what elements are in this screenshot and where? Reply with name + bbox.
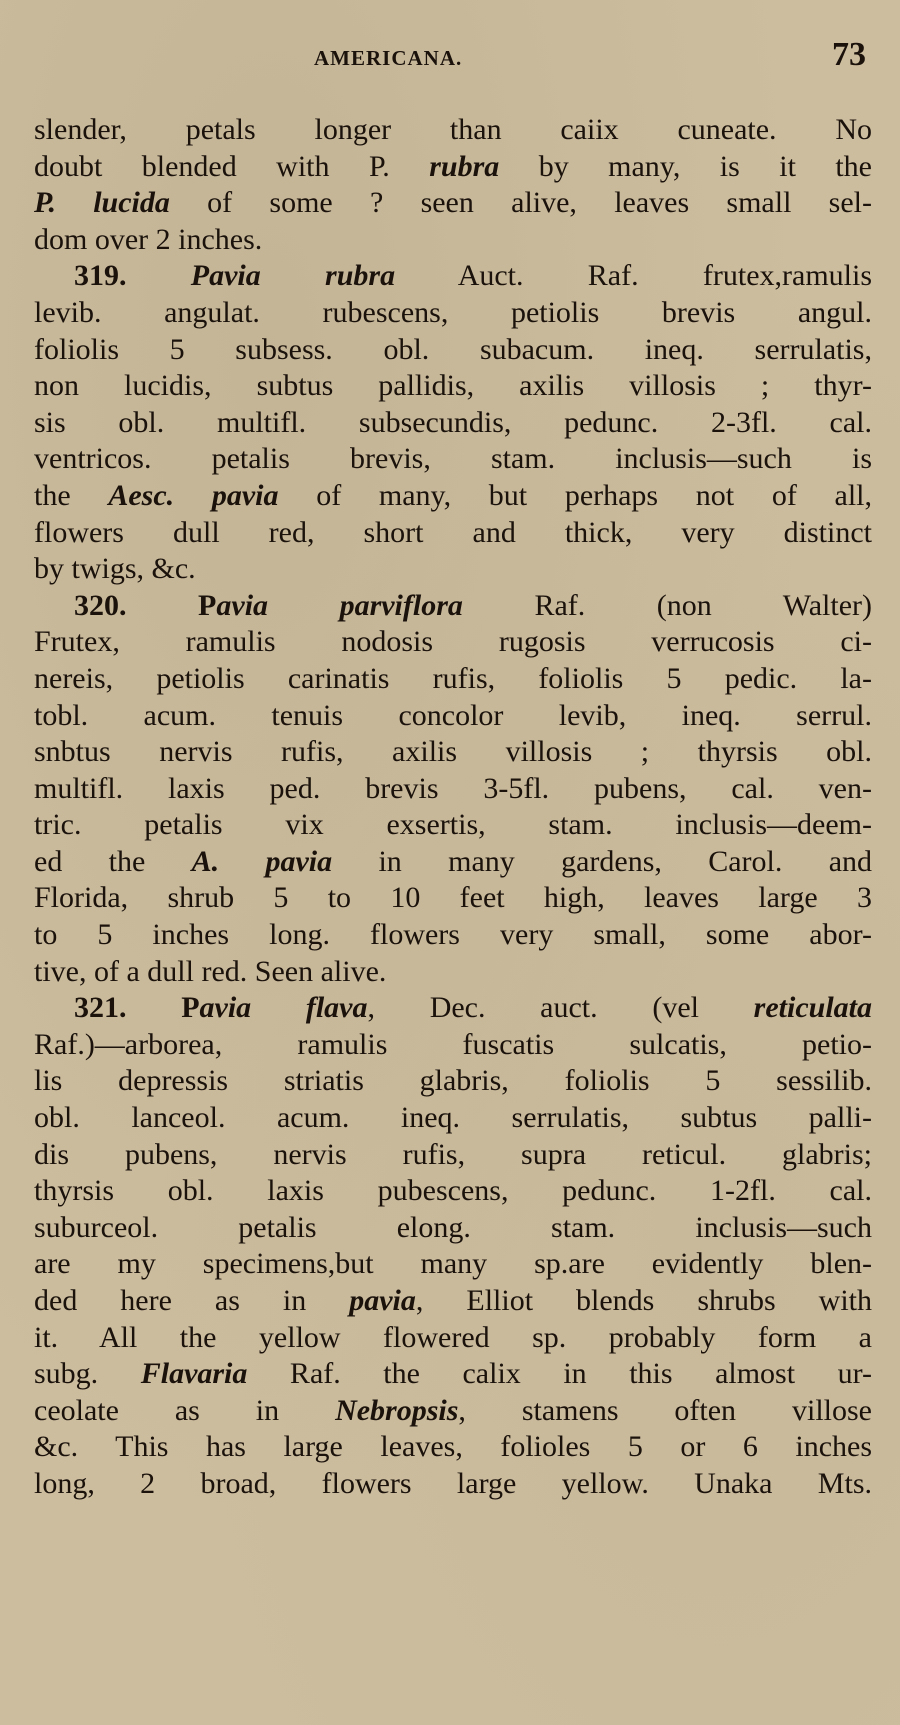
text-line	[34, 844, 872, 881]
text-segment: Raf.)—arborea, ramulis fuscatis sulcatis, petio-	[34, 1027, 872, 1061]
text-segment: of many, but perhaps not of all,	[278, 478, 872, 512]
text-line	[34, 295, 872, 332]
italic-text: rubra	[429, 149, 500, 183]
running-head-title: AMERICANA.	[314, 46, 463, 70]
text-line	[34, 1356, 872, 1393]
text-segment: thyrsis obl. laxis pubescens, pedunc. 1-2fl. cal.	[34, 1174, 872, 1208]
text-segment: to 5 inches long. flowers very small, some abor-	[34, 918, 872, 952]
text-line	[34, 917, 872, 954]
text-line	[34, 771, 872, 808]
text-segment: by many, is it the	[499, 149, 872, 183]
text-line	[34, 368, 872, 405]
text-line	[34, 624, 872, 661]
text-line	[34, 1100, 872, 1137]
italic-text: pavia	[349, 1284, 416, 1317]
text-segment: obl. lanceol. acum. ineq. serrulatis, subtus palli-	[34, 1101, 872, 1135]
text-segment: flowers dull red, short and thick, very distinct	[34, 515, 872, 549]
italic-text: avia parviflora	[216, 588, 463, 622]
italic-text: Aesc. pavia	[108, 478, 279, 512]
text-line	[34, 405, 872, 442]
text-line	[34, 1210, 872, 1247]
text-segment: ded here as in	[34, 1284, 350, 1317]
text-segment: tobl. acum. tenuis concolor levib, ineq. serrul.	[34, 698, 872, 732]
text-line	[34, 258, 872, 295]
text-segment: , Dec. auct. (vel	[367, 991, 754, 1025]
text-line	[34, 1393, 872, 1430]
text-segment: dom over 2 inches.	[34, 222, 263, 256]
text-line	[34, 698, 872, 735]
text-line	[34, 1063, 872, 1100]
text-segment: , Elliot blends shrubs with	[415, 1284, 872, 1317]
text-segment: the	[34, 478, 109, 512]
text-line	[34, 1466, 872, 1503]
text-segment: are my specimens,but many sp.are evidently blen-	[34, 1247, 872, 1281]
text-line	[34, 661, 872, 698]
text-segment: in many gardens, Carol. and	[332, 844, 872, 878]
text-line	[34, 1283, 872, 1320]
text-segment: subg.	[34, 1357, 141, 1391]
running-head	[0, 36, 900, 76]
text-segment: non lucidis, subtus pallidis, axilis villosis ; thyr-	[34, 369, 872, 403]
italic-text: avia flava	[199, 991, 368, 1025]
italic-text: Nebropsis	[335, 1393, 459, 1427]
text-segment: ventricos. petalis brevis, stam. inclusis—such is	[34, 442, 872, 476]
text-segment: Raf. (non Walter)	[462, 588, 872, 622]
text-segment: tric. petalis vix exsertis, stam. inclusis—deem-	[34, 808, 872, 842]
text-line	[34, 954, 872, 991]
text-segment: 319.	[74, 259, 191, 293]
text-line	[34, 149, 872, 186]
text-segment: levib. angulat. rubescens, petiolis brevis angul.	[34, 295, 872, 329]
text-line	[34, 1246, 872, 1283]
text-segment: multifl. laxis ped. brevis 3-5fl. pubens, cal. ven-	[34, 771, 872, 805]
italic-text: A. pavia	[191, 844, 333, 878]
text-segment: long, 2 broad, flowers large yellow. Unaka Mts.	[34, 1466, 872, 1500]
text-line	[34, 551, 872, 588]
italic-text: P. lucida	[34, 186, 170, 220]
text-segment: 321. P	[74, 991, 200, 1025]
text-segment: Auct. Raf. frutex,ramulis	[395, 259, 872, 293]
italic-text: reticulata	[753, 991, 872, 1025]
text-line	[34, 990, 872, 1027]
text-line	[34, 112, 872, 149]
text-segment: 320. P	[74, 588, 217, 622]
text-line	[34, 1173, 872, 1210]
text-segment: dis pubens, nervis rufis, supra reticul. glabris;	[34, 1137, 872, 1171]
text-segment: sis obl. multifl. subsecundis, pedunc. 2-3fl. cal.	[34, 405, 872, 439]
text-segment: &c. This has large leaves, folioles 5 or 6 inches	[34, 1430, 872, 1464]
text-line	[34, 734, 872, 771]
text-line	[34, 222, 872, 259]
text-line	[34, 1429, 872, 1466]
text-line	[34, 1027, 872, 1064]
text-segment: doubt blended with P.	[34, 149, 430, 183]
text-line	[34, 478, 872, 515]
page-number: 73	[832, 36, 866, 73]
text-line	[34, 515, 872, 552]
text-segment: ceolate as in	[34, 1393, 336, 1427]
text-line	[34, 588, 872, 625]
text-segment: , stamens often villose	[458, 1393, 872, 1427]
text-segment: nereis, petiolis carinatis rufis, foliolis 5 pedic. la-	[34, 661, 872, 695]
text-line	[34, 880, 872, 917]
text-segment: by twigs, &c.	[34, 552, 196, 586]
text-line	[34, 332, 872, 369]
text-segment: suburceol. petalis elong. stam. inclusis—such	[34, 1210, 872, 1244]
text-segment: of some ? seen alive, leaves small sel-	[169, 186, 872, 220]
text-segment: snbtus nervis rufis, axilis villosis ; thyrsis obl.	[34, 735, 872, 769]
text-segment: slender, petals longer than caiix cuneate. No	[34, 113, 872, 146]
text-segment: it. All the yellow flowered sp. probably form a	[34, 1320, 872, 1354]
text-segment: foliolis 5 subsess. obl. subacum. ineq. serrulatis,	[34, 332, 872, 366]
italic-text: Pavia rubra	[190, 259, 396, 293]
body-text	[34, 112, 872, 1503]
text-segment: ed the	[34, 844, 192, 878]
text-segment: Frutex, ramulis nodosis rugosis verrucosis ci-	[34, 625, 872, 659]
text-line	[34, 1320, 872, 1357]
text-line	[34, 1137, 872, 1174]
text-line	[34, 441, 872, 478]
text-segment: Florida, shrub 5 to 10 feet high, leaves large 3	[34, 881, 872, 915]
text-line	[34, 807, 872, 844]
text-segment: tive, of a dull red. Seen alive.	[34, 954, 387, 988]
text-segment: Raf. the calix in this almost ur-	[247, 1357, 872, 1391]
text-line	[34, 185, 872, 222]
italic-text: Flavaria	[140, 1357, 248, 1391]
text-segment: lis depressis striatis glabris, foliolis 5 sessilib.	[34, 1064, 872, 1098]
